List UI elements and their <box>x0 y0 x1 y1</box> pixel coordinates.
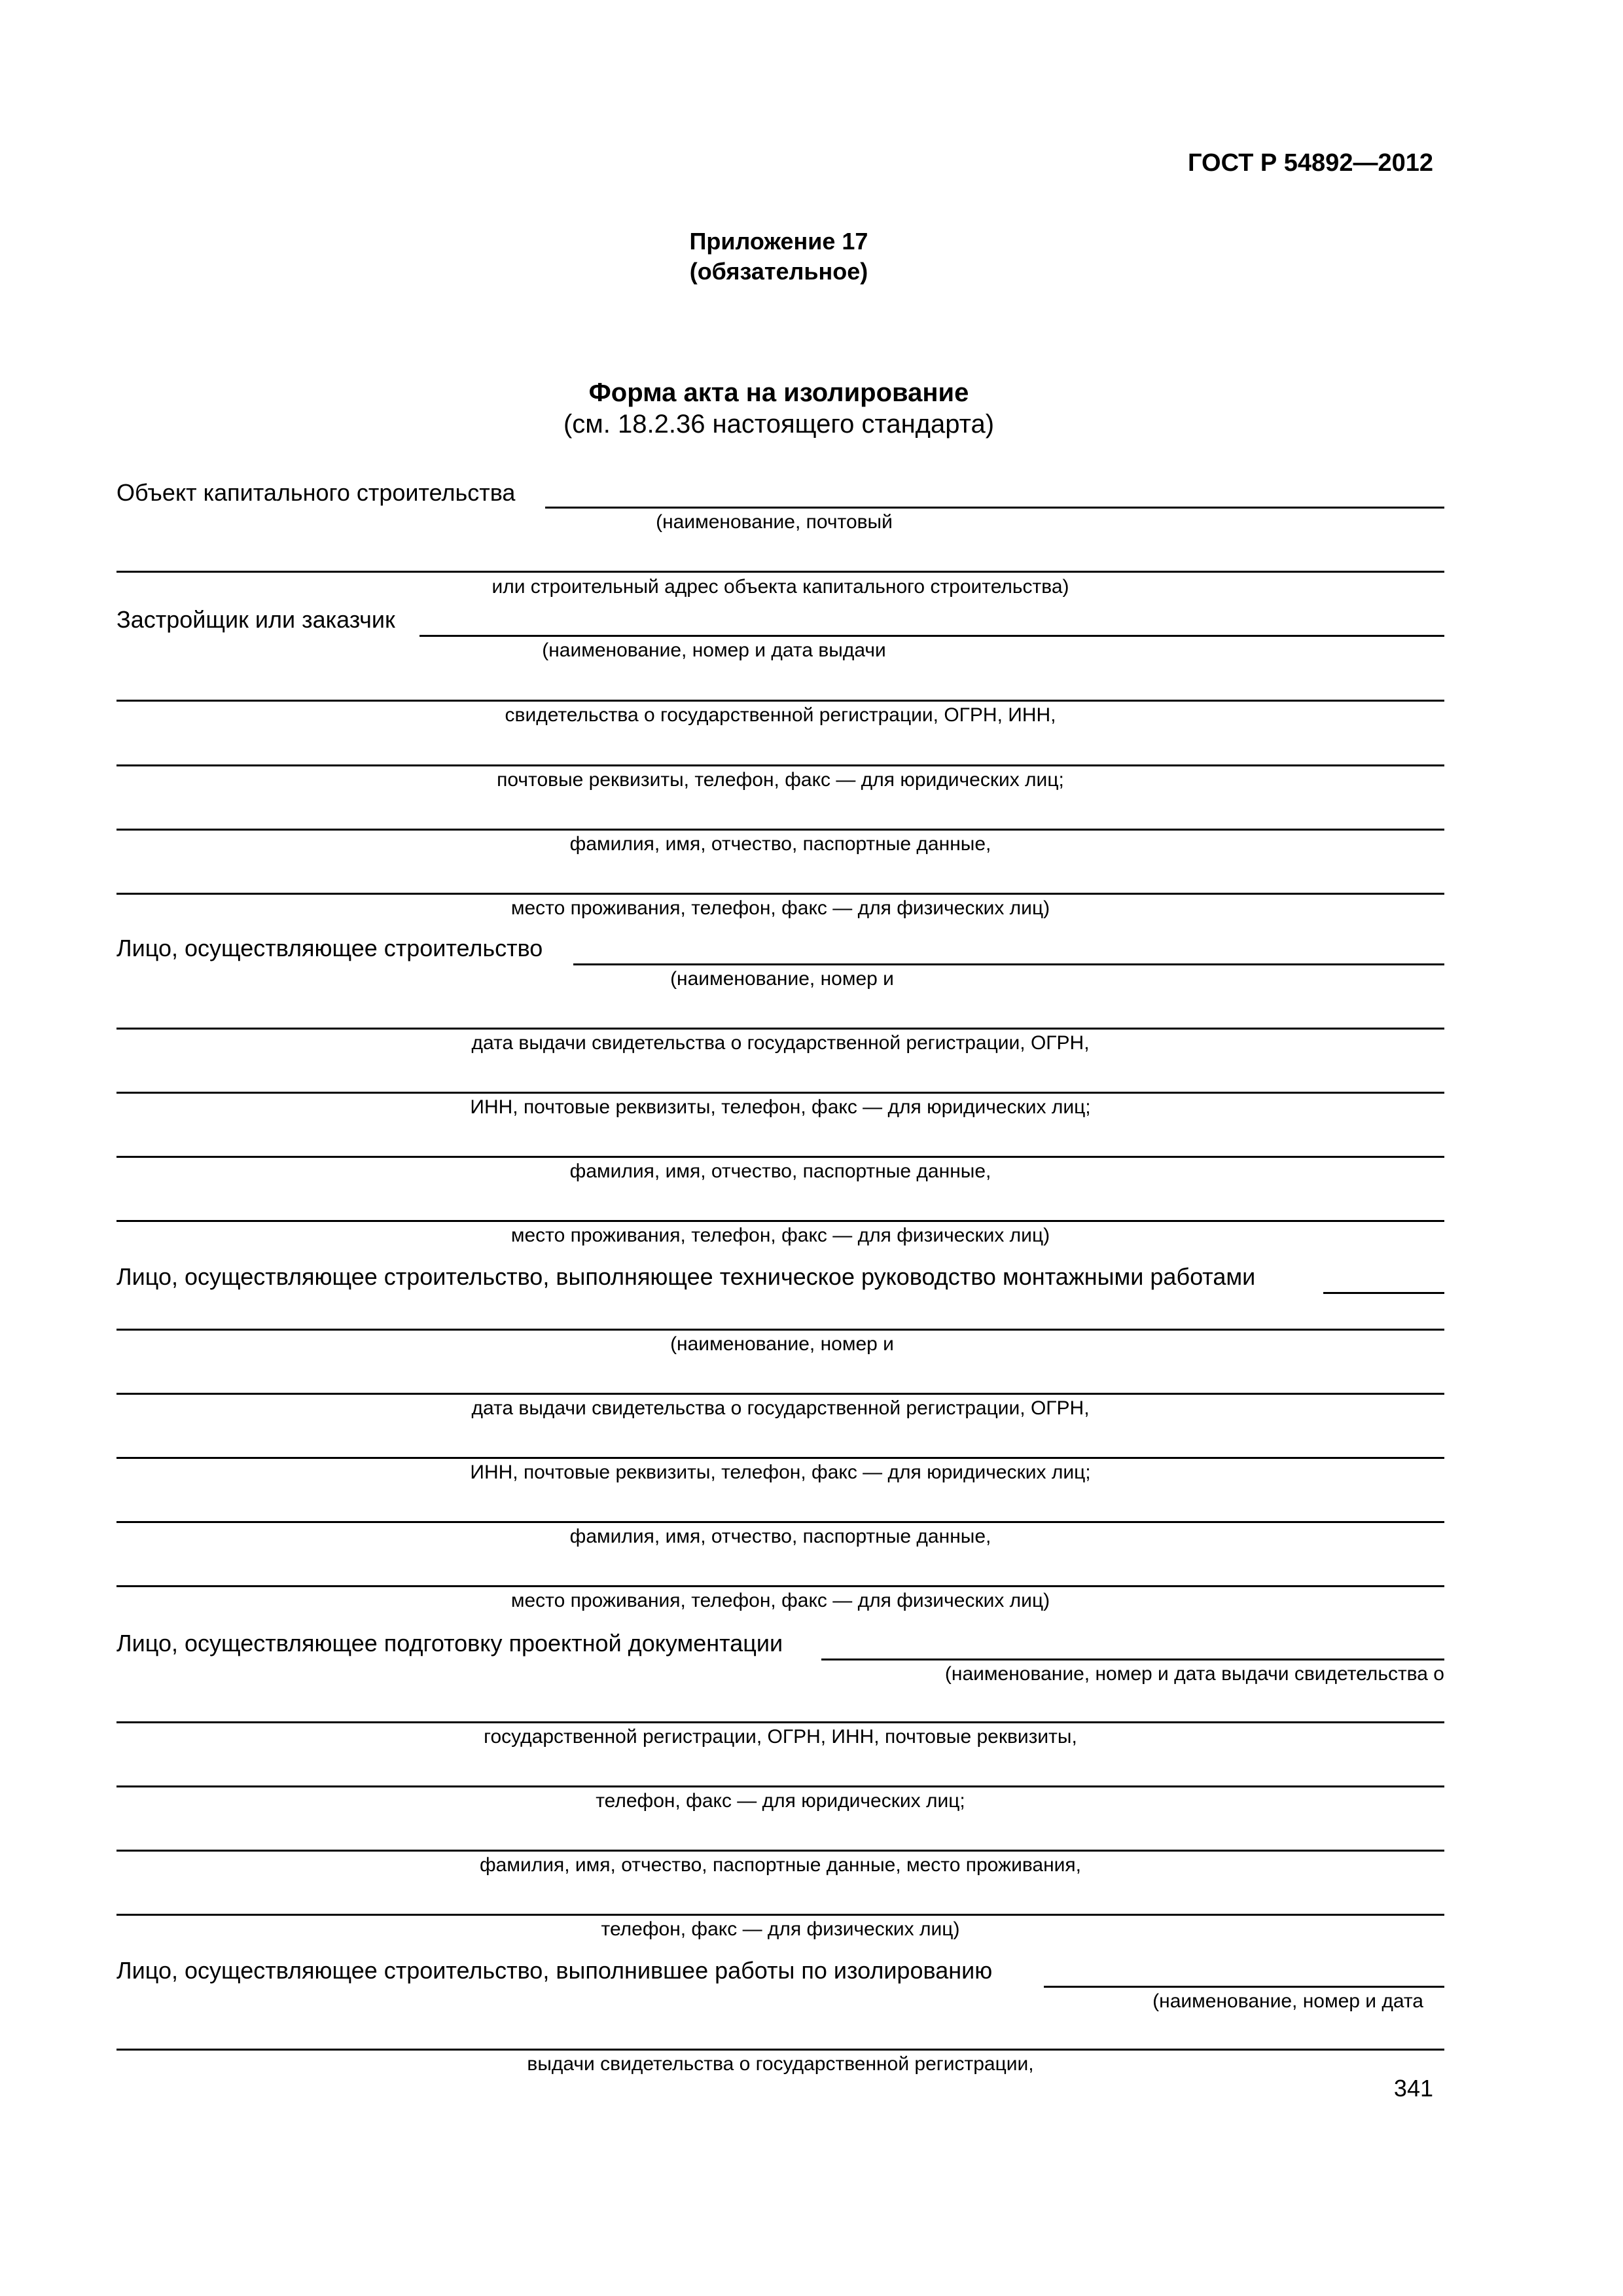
caption: дата выдачи свидетельства о государственной регистрации, ОГРН, <box>471 1032 1090 1054</box>
fill-line[interactable] <box>116 1721 1444 1723</box>
caption: выдачи свидетельства о государственной регистрации, <box>527 2053 1034 2075</box>
fill-line-object[interactable] <box>545 507 1444 509</box>
caption: фамилия, имя, отчество, паспортные данные, <box>569 833 991 855</box>
caption: дата выдачи свидетельства о государственной регистрации, ОГРН, <box>471 1397 1090 1419</box>
fill-line-builder[interactable] <box>573 963 1444 965</box>
caption: телефон, факс — для юридических лиц; <box>596 1790 965 1812</box>
caption: (наименование, номер и дата выдачи свидетельства о <box>944 1663 1444 1685</box>
caption: фамилия, имя, отчество, паспортные данные, <box>569 1526 991 1547</box>
caption: фамилия, имя, отчество, паспортные данные, место проживания, <box>479 1854 1082 1876</box>
fill-line[interactable] <box>116 893 1444 895</box>
caption: ИНН, почтовые реквизиты, телефон, факс — для юридических лиц; <box>470 1462 1091 1483</box>
field-label-designer: Лицо, осуществляющее подготовку проектной документации <box>116 1630 783 1657</box>
appendix-title: Приложение 17 <box>689 228 868 255</box>
caption: ИНН, почтовые реквизиты, телефон, факс — для юридических лиц; <box>470 1096 1091 1118</box>
fill-line[interactable] <box>116 1914 1444 1916</box>
appendix-note: (обязательное) <box>689 258 868 285</box>
fill-line[interactable] <box>116 1156 1444 1158</box>
fill-line[interactable] <box>116 764 1444 766</box>
fill-line[interactable] <box>116 700 1444 702</box>
caption: (наименование, номер и <box>670 968 894 990</box>
fill-line[interactable] <box>116 1585 1444 1587</box>
fill-line[interactable] <box>116 1028 1444 1030</box>
caption: или строительный адрес объекта капитального строительства) <box>491 576 1069 598</box>
standard-number: ГОСТ Р 54892—2012 <box>1188 149 1433 177</box>
fill-line[interactable] <box>116 1521 1444 1523</box>
caption: государственной регистрации, ОГРН, ИНН, почтовые реквизиты, <box>484 1726 1077 1748</box>
fill-line[interactable] <box>116 829 1444 831</box>
caption: место проживания, телефон, факс — для физических лиц) <box>510 1590 1050 1611</box>
form-subtitle: (см. 18.2.36 настоящего стандарта) <box>563 410 995 439</box>
page-number: 341 <box>1393 2075 1433 2102</box>
fill-line[interactable] <box>116 2049 1444 2051</box>
field-label-developer: Застройщик или заказчик <box>116 606 395 633</box>
field-label-builder: Лицо, осуществляющее строительство <box>116 935 543 961</box>
fill-line[interactable] <box>116 1850 1444 1852</box>
caption: (наименование, номер и <box>670 1333 894 1355</box>
fill-line[interactable] <box>116 1329 1444 1331</box>
fill-line[interactable] <box>116 571 1444 573</box>
caption: место проживания, телефон, факс — для физических лиц) <box>510 897 1050 919</box>
field-label-technical-supervisor: Лицо, осуществляющее строительство, выполняющее техническое руководство монтажными работами <box>116 1263 1256 1290</box>
caption: (наименование, почтовый <box>656 511 893 533</box>
fill-line[interactable] <box>116 1457 1444 1459</box>
caption: почтовые реквизиты, телефон, факс — для юридических лиц; <box>497 769 1064 791</box>
fill-line-insulation-contractor[interactable] <box>1044 1986 1444 1988</box>
field-label-object: Объект капитального строительства <box>116 479 516 506</box>
form-title: Форма акта на изолирование <box>588 378 969 407</box>
caption: место проживания, телефон, факс — для физических лиц) <box>510 1225 1050 1246</box>
caption: свидетельства о государственной регистрации, ОГРН, ИНН, <box>505 704 1056 726</box>
fill-line[interactable] <box>116 1092 1444 1094</box>
fill-line-technical-supervisor[interactable] <box>1323 1292 1444 1294</box>
fill-line-developer[interactable] <box>419 635 1444 637</box>
fill-line[interactable] <box>116 1393 1444 1395</box>
fill-line[interactable] <box>116 1220 1444 1222</box>
caption: фамилия, имя, отчество, паспортные данные, <box>569 1160 991 1182</box>
caption: (наименование, номер и дата <box>1152 1990 1423 2012</box>
fill-line-designer[interactable] <box>821 1659 1444 1660</box>
caption: (наименование, номер и дата выдачи <box>542 639 886 661</box>
fill-line[interactable] <box>116 1785 1444 1787</box>
field-label-insulation-contractor: Лицо, осуществляющее строительство, выполнившее работы по изолированию <box>116 1957 993 1984</box>
caption: телефон, факс — для физических лиц) <box>601 1918 960 1940</box>
